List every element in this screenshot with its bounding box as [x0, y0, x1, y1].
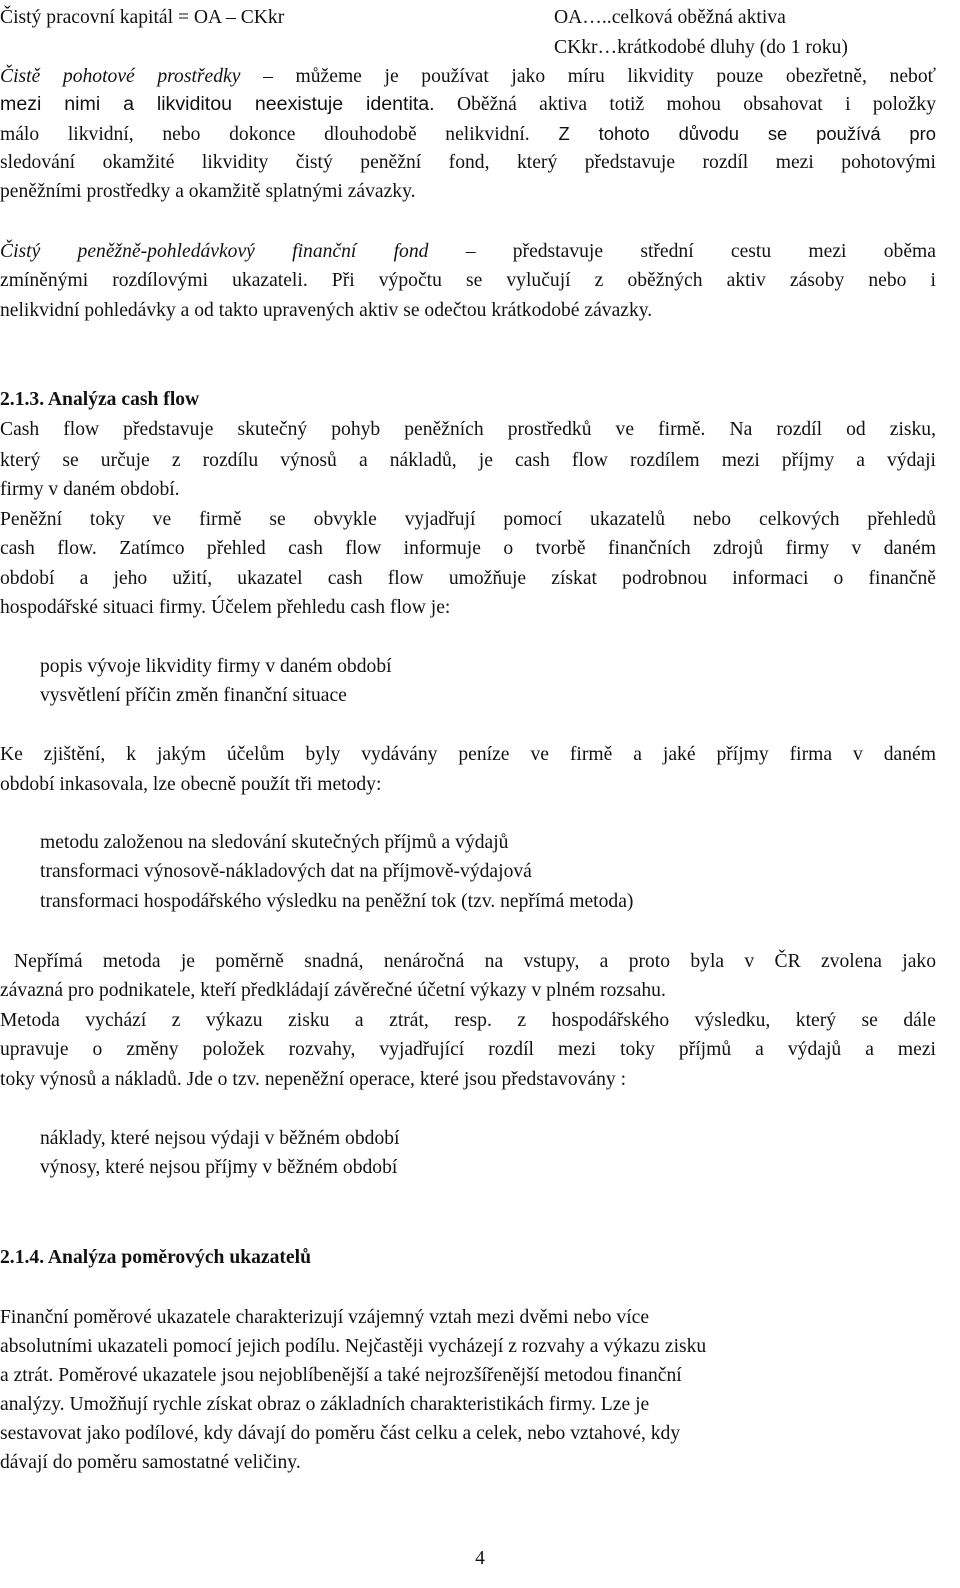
ratios-line-3: a ztrát. Poměrové ukazatele jsou nejoblíbenější a také nejrozšířenější metodou finanční	[0, 1365, 682, 1386]
cppf-line-2b: Při výpočtu se vylučují z oběžných aktiv zásoby nebo i	[307, 270, 936, 291]
cashflow-p1-line-2: který se určuje z rozdílu výnosů a nákladů, je cash flow rozdílem mezi příjmy a výdaji	[0, 450, 936, 471]
ratios-line-4: analýzy. Umožňují rychle získat obraz o základních charakteristikách firmy. Lze je	[0, 1394, 650, 1415]
cpp-line-4: sledování okamžité likvidity čistý peněžní fond, který představuje rozdíl mezi pohotovými	[0, 152, 936, 173]
purpose-item: popis vývoje likvidity firmy v daném období	[40, 656, 392, 677]
ratios-heading: 2.1.4. Analýza poměrových ukazatelů	[0, 1247, 311, 1268]
cpp-line-1	[0, 62, 936, 91]
cashflow-heading: 2.1.3. Analýza cash flow	[0, 389, 200, 410]
cashflow-p3-line-2: období inkasovala, lze obecně použít tři metody:	[0, 774, 382, 795]
cashflow-p2-2a: cash flow.	[0, 538, 97, 559]
cpp-line-2b: Oběžná aktiva totiž mohou obsahovat i položky	[434, 94, 936, 115]
cppf-line-2a: zmíněnými rozdílovými ukazateli.	[0, 270, 308, 291]
noncash-item: náklady, které nejsou výdaji v běžném období	[40, 1128, 400, 1149]
cashflow-p2-2b: Zatímco přehled cash flow informuje o tvorbě finančních zdrojů firmy v daném	[96, 538, 936, 559]
cashflow-p2-line-3: období a jeho užití, ukazatel cash flow umožňuje získat podrobnou informaci o finančně	[0, 568, 936, 589]
cpp-line-3a: málo likvidní, nebo dokonce dlouhodobě nelikvidní.	[0, 124, 530, 145]
cppf-line-2	[0, 266, 936, 295]
cpp-line-2	[0, 90, 936, 119]
cashflow-p2-4a: hospodářské situaci firmy.	[0, 597, 207, 618]
cppf-term: Čistý peněžně-pohledávkový finanční fond	[0, 241, 429, 262]
noncash-item: výnosy, které nejsou příjmy v běžném období	[40, 1157, 398, 1178]
cashflow-p4-line-5: toky výnosů a nákladů. Jde o tzv. nepeněžní operace, které jsou představovány :	[0, 1069, 627, 1090]
method-item: transformaci výnosově-nákladových dat na příjmově-výdajová	[40, 861, 532, 882]
cpp-line-1-text: – můžeme je používat jako míru likvidity pouze obezřetně, neboť	[240, 66, 936, 87]
ratios-line-1: Finanční poměrové ukazatele charakterizují vzájemný vztah mezi dvěmi nebo více	[0, 1307, 650, 1328]
cashflow-p2-4b: Účelem přehledu cash flow je:	[206, 597, 451, 618]
cashflow-p1-line-1	[0, 415, 936, 444]
cashflow-p4-line-2: závazná pro podnikatele, kteří předkládají závěrečné účetní výkazy v plném rozsahu.	[0, 980, 666, 1001]
cashflow-p4-line-4: upravuje o změny položek rozvahy, vyjadřující rozdíl mezi toky příjmů a výdajů a mezi	[0, 1039, 936, 1060]
cpp-line-3	[0, 119, 936, 149]
cashflow-p1-line-3: firmy v daném období.	[0, 479, 180, 500]
cashflow-p1-1b: Na rozdíl od zisku,	[705, 419, 937, 440]
cashflow-p2-line-1: Peněžní toky ve firmě se obvykle vyjadřují pomocí ukazatelů nebo celkových přehledů	[0, 509, 936, 530]
formula-text: Čistý pracovní kapitál = OA – CKkr	[0, 7, 285, 28]
cpp-line-5: peněžními prostředky a okamžitě splatnými závazky.	[0, 181, 416, 202]
cppf-line-3: nelikvidní pohledávky a od takto upravených aktiv se odečtou krátkodobé závazky.	[0, 300, 653, 321]
formula-def-oa: OA…..celková oběžná aktiva	[554, 7, 786, 28]
method-item: metodu založenou na sledování skutečných příjmů a výdajů	[40, 832, 509, 853]
page-number: 4	[475, 1548, 485, 1569]
formula-line	[0, 3, 936, 32]
ratios-line-6: dávají do poměru samostatné veličiny.	[0, 1452, 301, 1473]
cashflow-p4-line-1: Nepřímá metoda je poměrně snadná, nenáročná na vstupy, a proto byla v ČR zvolena jako	[14, 951, 936, 972]
cppf-line-1	[0, 237, 936, 266]
formula-def-ckkr: CKkr…krátkodobé dluhy (do 1 roku)	[554, 37, 848, 58]
cppf-line-1-text: – představuje střední cestu mezi oběma	[428, 241, 936, 262]
cashflow-p3-line-1: Ke zjištění, k jakým účelům byly vydávány peníze ve firmě a jaké příjmy firma v daném	[0, 744, 936, 765]
ratios-line-2: absolutními ukazateli pomocí jejich podílu. Nejčastěji vycházejí z rozvahy a výkazu zisku	[0, 1336, 707, 1357]
cashflow-p4-line-3: Metoda vychází z výkazu zisku a ztrát, resp. z hospodářského výsledku, který se dále	[0, 1010, 936, 1031]
cashflow-p2-line-4	[0, 593, 936, 622]
cashflow-p1-1a: Cash flow představuje skutečný pohyb peněžních prostředků ve firmě.	[0, 419, 706, 440]
ratios-line-5: sestavovat jako podílové, kdy dávají do poměru část celku a celek, nebo vztahové, kdy	[0, 1423, 681, 1444]
method-item: transformaci hospodářského výsledku na peněžní tok (tzv. nepřímá metoda)	[40, 891, 634, 912]
cpp-term: Čistě pohotové prostředky	[0, 66, 241, 87]
cpp-line-2a: mezi nimi a likviditou neexistuje identita.	[0, 93, 435, 115]
purpose-item: vysvětlení příčin změn finanční situace	[40, 685, 347, 706]
cashflow-p2-line-2	[0, 534, 936, 563]
cpp-line-3b: Z tohoto důvodu se používá pro	[529, 123, 936, 144]
